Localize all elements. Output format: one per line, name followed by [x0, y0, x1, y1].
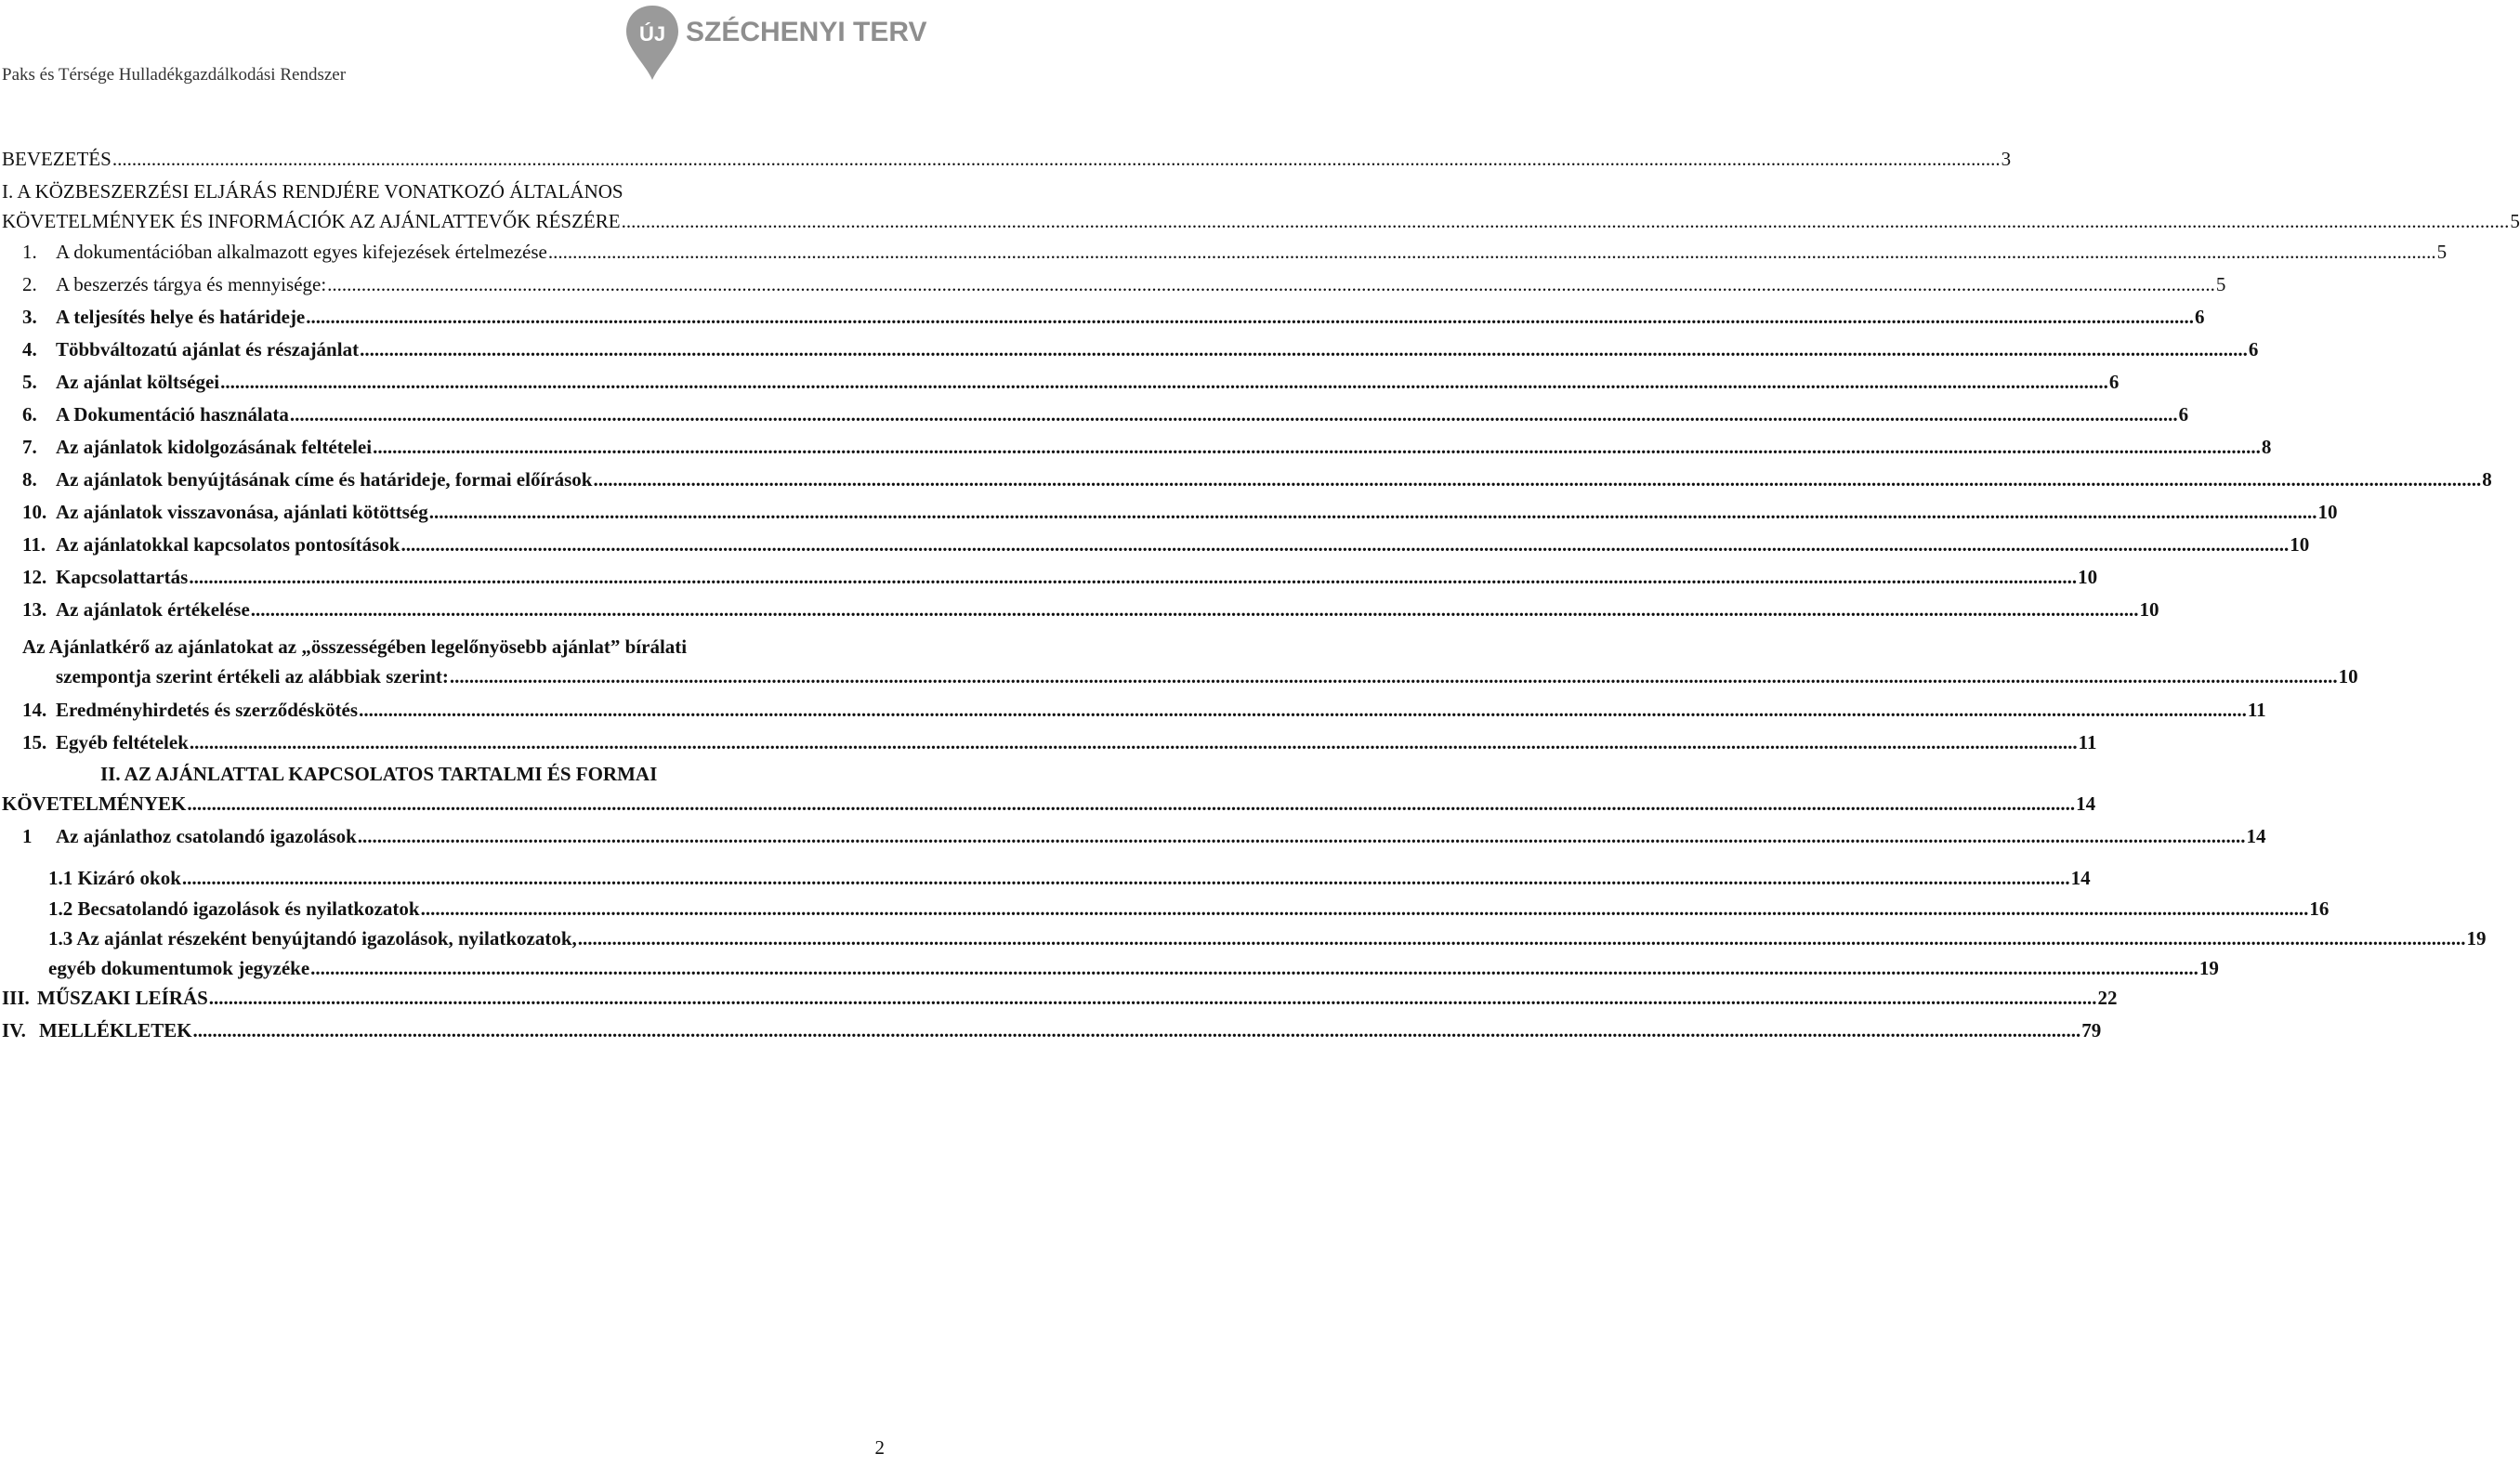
toc-item-4[interactable]: 4. Többváltozatú ajánlat és részajánlat ..... 6: [22, 338, 875, 366]
toc-ajanlatkero-line2[interactable]: szempontja szerint értékeli az alábbiak szerint: ..... 10: [56, 665, 875, 693]
logo-text: SZÉCHENYI TERV: [686, 17, 927, 47]
toc-section-1-line2[interactable]: KÖVETELMÉNYEK ÉS INFORMÁCIÓK AZ AJÁNLATTEVŐK RÉSZÉRE ..... 5: [2, 210, 875, 238]
toc-section-2-line2[interactable]: KÖVETELMÉNYEK ..... 14: [2, 792, 875, 820]
toc-item-10[interactable]: 10. Az ajánlatok visszavonása, ajánlati kötöttség ..... 10: [22, 501, 875, 529]
toc-ajanlatkero-line1[interactable]: Az Ajánlatkérő az ajánlatokat az „összességében legelőnyösebb ajánlat” bírálati: [22, 635, 688, 658]
toc-section-1-line1[interactable]: I. A KÖZBESZERZÉSI ELJÁRÁS RENDJÉRE VONATKOZÓ ÁLTALÁNOS: [2, 180, 623, 203]
toc-entry-page: 3: [2001, 148, 2012, 170]
svg-text:ÚJ: ÚJ: [638, 22, 666, 46]
toc-sub-1-1[interactable]: 1.1 Kizáró okok ..... 14: [48, 867, 875, 895]
toc-item-6[interactable]: 6. A Dokumentáció használata ..... 6: [22, 403, 875, 431]
toc-item-8[interactable]: 8. Az ajánlatok benyújtásának címe és határideje, formai előírások ..... 8: [22, 468, 875, 496]
toc-item-15[interactable]: 15. Egyéb feltételek ..... 11: [22, 731, 875, 759]
toc-item-14[interactable]: 14. Eredményhirdetés és szerződéskötés ..... 11: [22, 699, 875, 727]
page-header-title: Paks és Térsége Hulladékgazdálkodási Rendszer: [2, 65, 347, 85]
toc-item-1[interactable]: 1. A dokumentációban alkalmazott egyes kifejezések értelmezése ..... 5: [22, 241, 875, 268]
toc-entry-text: BEVEZETÉS: [2, 148, 112, 170]
toc-item-2[interactable]: 2. A beszerzés tárgya és mennyisége: ..... 5: [22, 273, 875, 301]
toc-section-3[interactable]: III. MŰSZAKI LEÍRÁS ..... 22: [2, 987, 875, 1015]
toc-item-7[interactable]: 7. Az ajánlatok kidolgozásának feltételei ..... 8: [22, 436, 875, 464]
toc-section-2-line1[interactable]: II. AZ AJÁNLATTAL KAPCSOLATOS TARTALMI ÉS FORMAI: [100, 763, 658, 785]
page-number: 2: [874, 1436, 885, 1459]
toc-item-13[interactable]: 13. Az ajánlatok értékelése ..... 10: [22, 598, 875, 626]
toc-item-11[interactable]: 11. Az ajánlatokkal kapcsolatos pontosítások ..... 10: [22, 533, 875, 561]
toc-section-4[interactable]: IV. MELLÉKLETEK ..... 79: [2, 1019, 875, 1047]
toc-sub-1[interactable]: 1 Az ajánlathoz csatolandó igazolások ..... 14: [22, 825, 875, 853]
toc-entry-bevezetes[interactable]: [2, 148, 2012, 176]
toc-item-12[interactable]: 12. Kapcsolattartás ..... 10: [22, 566, 875, 594]
toc-item-3[interactable]: 3. A teljesítés helye és határideje ..... 6: [22, 306, 875, 334]
toc-sub-1-3-b[interactable]: egyéb dokumentumok jegyzéke ..... 19: [48, 957, 875, 985]
toc-item-5[interactable]: 5. Az ajánlat költségei ..... 6: [22, 371, 875, 399]
toc-sub-1-3[interactable]: 1.3 Az ajánlat részeként benyújtandó igazolások, nyilatkozatok, ..... 19: [48, 927, 875, 955]
toc-sub-1-2[interactable]: 1.2 Becsatolandó igazolások és nyilatkozatok ..... 16: [48, 897, 875, 925]
